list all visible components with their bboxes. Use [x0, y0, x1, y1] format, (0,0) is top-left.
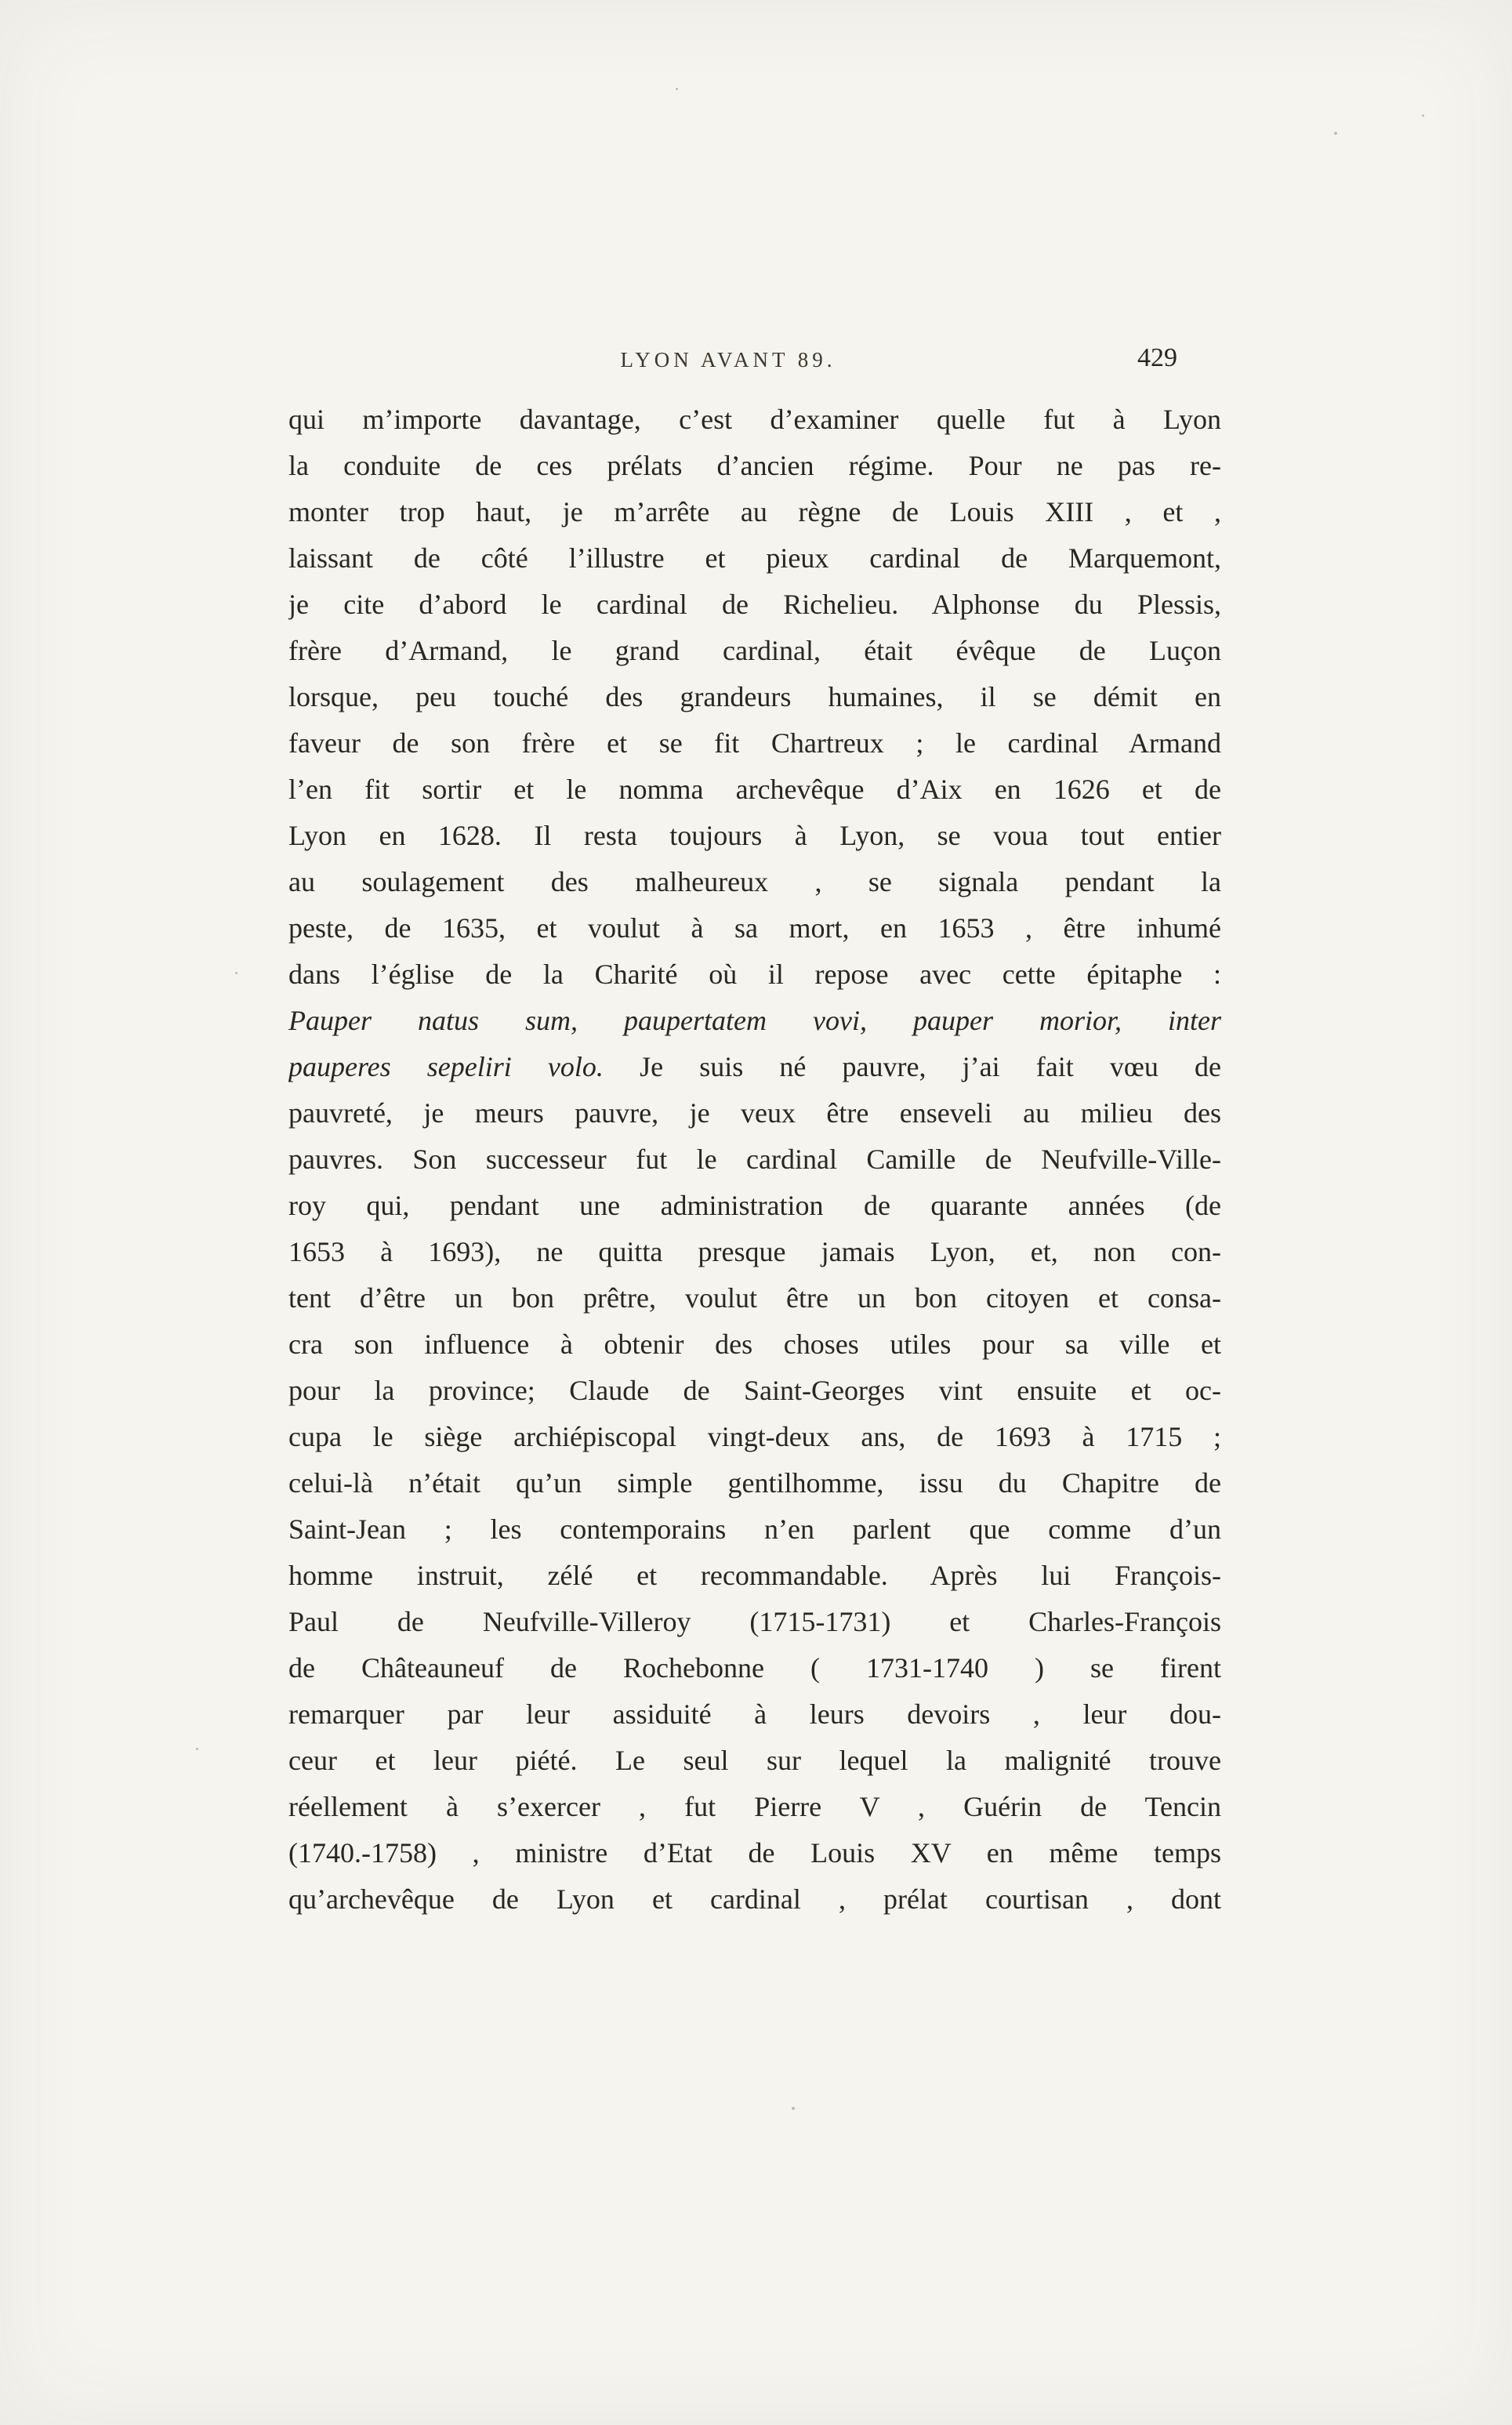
text-line: [288, 767, 1221, 813]
body-text-segment: laissant de côté l’illustre et pieux cardinal de Marquemont,: [288, 542, 1221, 574]
text-line: [288, 1599, 1221, 1645]
text-line: [288, 1506, 1221, 1553]
paper-speck: [196, 1748, 198, 1750]
body-text-segment: qui m’importe davantage, c’est d’examiner quelle fut à Lyon: [288, 404, 1221, 435]
body-text-segment: je cite d’abord le cardinal de Richelieu. Alphonse du Plessis,: [288, 589, 1221, 620]
text-line: [288, 1321, 1221, 1368]
body-text-segment: cupa le siège archiépiscopal vingt-deux ans, de 1693 à 1715 ;: [288, 1421, 1221, 1452]
body-text-segment: pauvres. Son successeur fut le cardinal Camille de Neufville-Ville-: [288, 1144, 1221, 1175]
body-text-segment: dans l’église de la Charité où il repose avec cette épitaphe :: [288, 959, 1221, 990]
body-text-segment: 1653 à 1693), ne quitta presque jamais Lyon, et, non con-: [288, 1236, 1221, 1267]
text-line: [288, 1044, 1221, 1090]
body-text: [288, 397, 1221, 1923]
text-line: [288, 674, 1221, 720]
text-line: [288, 582, 1221, 628]
body-text-segment: Saint-Jean ; les contemporains n’en parlent que comme d’un: [288, 1513, 1221, 1545]
text-line: [288, 397, 1221, 443]
text-line: [288, 1645, 1221, 1691]
text-line: [288, 859, 1221, 905]
epitaph-latin-text: Pauper natus sum, paupertatem vovi, pauper morior, inter: [288, 1005, 1221, 1036]
text-line: [288, 1460, 1221, 1506]
body-text-segment: celui-là n’était qu’un simple gentilhomme, issu du Chapitre de: [288, 1467, 1221, 1499]
body-text-segment: ceur et leur piété. Le seul sur lequel la malignité trouve: [288, 1745, 1221, 1776]
paper-speck: [235, 972, 237, 974]
text-line: [288, 1553, 1221, 1599]
body-text-segment: qu’archevêque de Lyon et cardinal , prélat courtisan , dont: [288, 1883, 1221, 1915]
text-column: [288, 343, 1221, 1923]
body-text-segment: remarquer par leur assiduité à leurs devoirs , leur dou-: [288, 1698, 1221, 1730]
body-text-segment: l’en fit sortir et le nomma archevêque d’Aix en 1626 et de: [288, 774, 1221, 805]
body-text-segment: tent d’être un bon prêtre, voulut être un bon citoyen et consa-: [288, 1282, 1221, 1314]
body-text-segment: (1740.-1758) , ministre d’Etat de Louis XV en même temps: [288, 1837, 1221, 1869]
text-line: [288, 1275, 1221, 1321]
body-text-segment: lorsque, peu touché des grandeurs humaines, il se démit en: [288, 681, 1221, 712]
text-line: [288, 1229, 1221, 1275]
body-text-segment: Lyon en 1628. Il resta toujours à Lyon, se voua tout entier: [288, 820, 1221, 851]
text-line: [288, 720, 1221, 767]
text-line: [288, 1876, 1221, 1923]
text-line: [288, 813, 1221, 859]
body-text-segment: au soulagement des malheureux , se signala pendant la: [288, 866, 1221, 897]
body-text-segment: Je suis né pauvre, j’ai fait vœu de: [603, 1051, 1221, 1082]
body-text-segment: homme instruit, zélé et recommandable. Après lui François-: [288, 1560, 1221, 1591]
text-line: [288, 998, 1221, 1044]
body-text-segment: frère d’Armand, le grand cardinal, était évêque de Luçon: [288, 635, 1221, 666]
body-text-segment: pour la province; Claude de Saint-Georges vint ensuite et oc-: [288, 1375, 1221, 1406]
running-title: LYON AVANT 89.: [620, 348, 836, 372]
text-line: [288, 905, 1221, 952]
text-line: [288, 1784, 1221, 1830]
text-line: [288, 535, 1221, 582]
paper-speck: [792, 2107, 795, 2110]
text-line: [288, 1738, 1221, 1784]
text-line: [288, 1830, 1221, 1876]
page-header: [288, 343, 1221, 378]
paper-speck: [676, 88, 678, 90]
body-text-segment: peste, de 1635, et voulut à sa mort, en 1653 , être inhumé: [288, 912, 1221, 944]
paper-speck: [1422, 114, 1424, 117]
epitaph-latin-text: pauperes sepeliri volo.: [288, 1051, 604, 1082]
paper-speck: [1334, 132, 1337, 135]
text-line: [288, 1414, 1221, 1460]
text-line: [288, 628, 1221, 674]
body-text-segment: de Châteauneuf de Rochebonne ( 1731-1740 ) se firent: [288, 1652, 1221, 1684]
body-text-segment: Paul de Neufville-Villeroy (1715-1731) et Charles-François: [288, 1606, 1221, 1637]
body-text-segment: roy qui, pendant une administration de quarante années (de: [288, 1190, 1221, 1221]
text-line: [288, 489, 1221, 535]
text-line: [288, 1183, 1221, 1229]
body-text-segment: faveur de son frère et se fit Chartreux ; le cardinal Armand: [288, 727, 1221, 759]
body-text-segment: cra son influence à obtenir des choses utiles pour sa ville et: [288, 1328, 1221, 1360]
body-text-segment: réellement à s’exercer , fut Pierre V , Guérin de Tencin: [288, 1791, 1221, 1822]
page-number: 429: [1137, 343, 1177, 372]
text-line: [288, 443, 1221, 489]
body-text-segment: pauvreté, je meurs pauvre, je veux être enseveli au milieu des: [288, 1097, 1221, 1129]
body-text-segment: la conduite de ces prélats d’ancien régime. Pour ne pas re-: [288, 450, 1221, 481]
text-line: [288, 1368, 1221, 1414]
text-line: [288, 1691, 1221, 1738]
body-text-segment: monter trop haut, je m’arrête au règne de Louis XIII , et ,: [288, 496, 1221, 527]
text-line: [288, 1136, 1221, 1183]
text-line: [288, 952, 1221, 998]
text-line: [288, 1090, 1221, 1136]
